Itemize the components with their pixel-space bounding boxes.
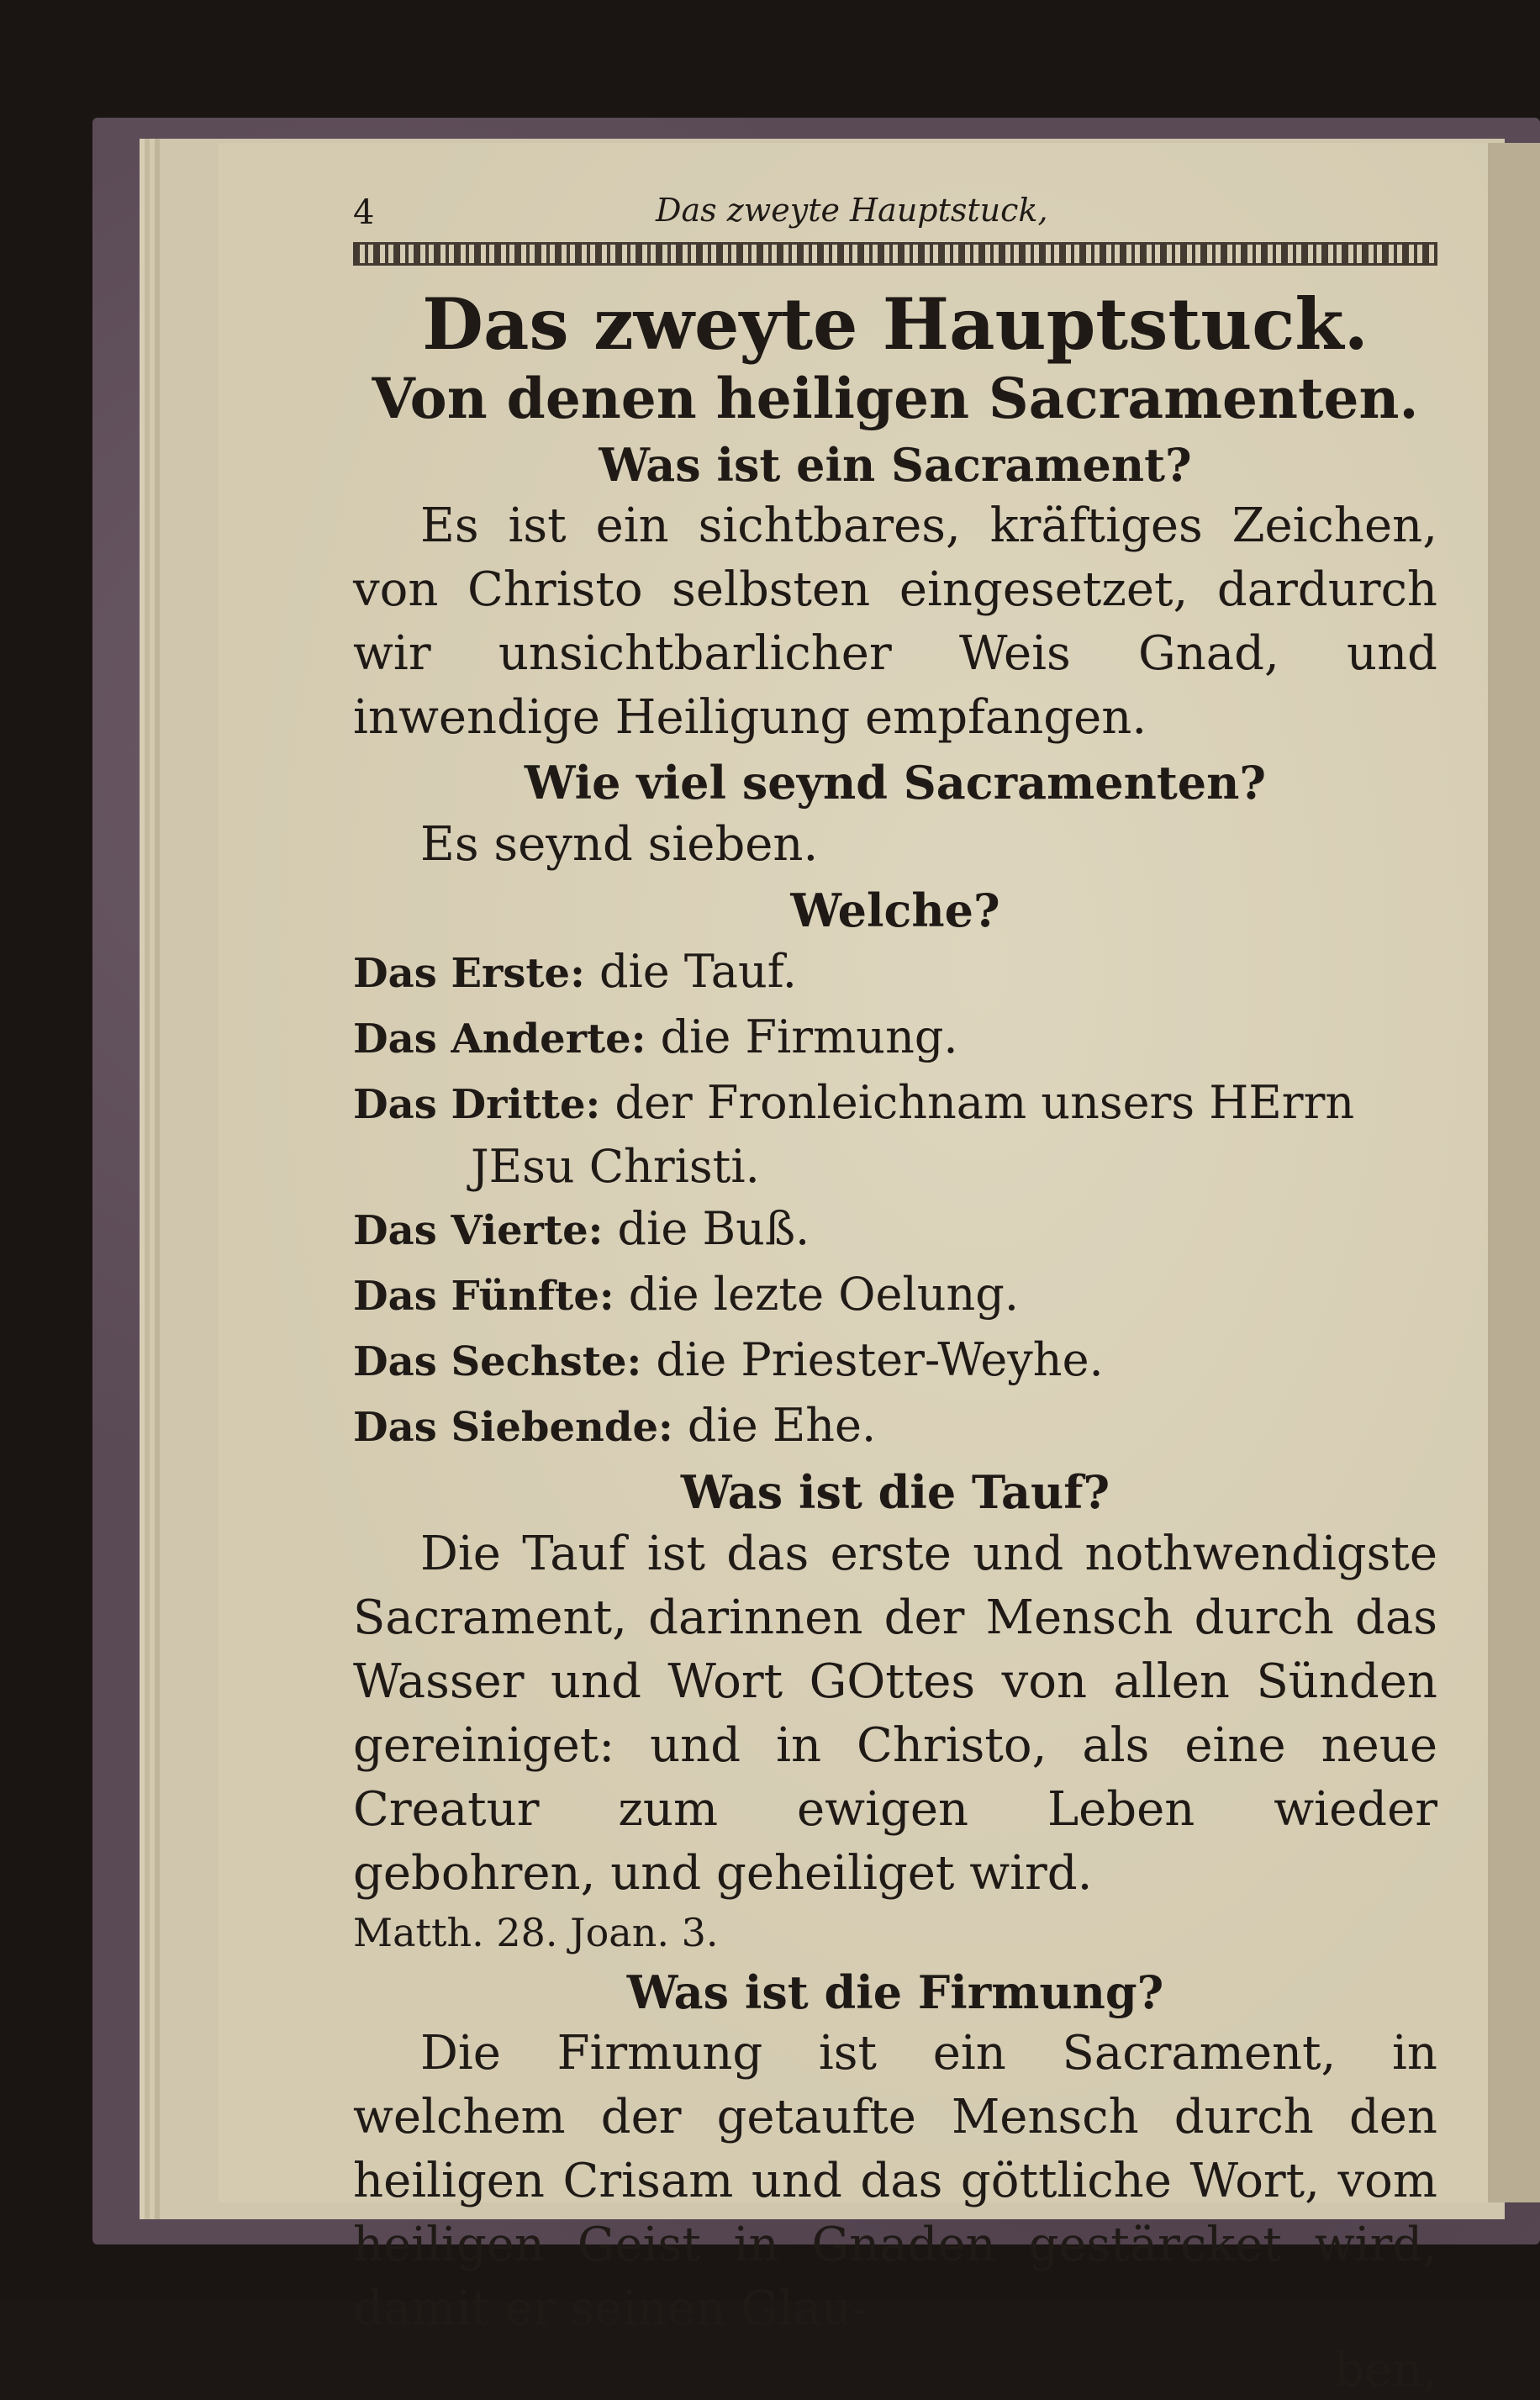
list-item-text: die lezte Oelung.	[628, 1268, 1019, 1321]
question-1: Was ist ein Sacrament?	[599, 437, 1192, 492]
list-item	[353, 1005, 1437, 1071]
answer-4: Die Tauf ist das erste und nothwendigste Sacrament, darinnen der Mensch durch das Wasser und Wort GOttes von allen Sünden gereiniget: und in Christo, als eine neue Creatur zum ewigen Leben wieder gebohren, und geheiliget wird.	[353, 1526, 1437, 1901]
list-item-label: Das Fünfte:	[353, 1273, 614, 1321]
question-2: Wie viel seynd Sacramenten?	[524, 755, 1267, 810]
scripture-reference: Matth. 28. Joan. 3.	[353, 1909, 719, 1955]
list-item-text: die Priester-Weyhe.	[656, 1333, 1104, 1387]
list-item-label: Das Erste:	[353, 950, 585, 998]
question-5: Was ist die Firmung?	[626, 1965, 1164, 2019]
running-title: Das zweyte Hauptstuck,	[656, 192, 1048, 229]
running-head	[353, 185, 1437, 235]
answer-2: Es seynd sieben.	[420, 817, 819, 873]
list-item-text: die Tauf.	[599, 945, 797, 999]
chapter-subtitle: Von denen heiligen Sacramenten.	[372, 365, 1419, 431]
list-item-text: der Fronleichnam unsers HErrn	[614, 1076, 1355, 1130]
chapter-title: Das zweyte Hauptstuck.	[422, 282, 1369, 366]
page-text	[353, 185, 1437, 2400]
list-item-label: Das Sechste:	[353, 1338, 642, 1386]
list-item-text: die Ehe.	[687, 1399, 877, 1453]
list-item	[353, 1197, 1437, 1263]
sacrament-list	[353, 940, 1437, 1459]
list-item	[353, 1328, 1437, 1394]
list-item	[353, 940, 1437, 1005]
list-item-label: Das Anderte:	[353, 1015, 646, 1063]
question-4: Was ist die Tauf?	[680, 1465, 1110, 1520]
list-item-continuation: JEsu Christi.	[471, 1140, 760, 1194]
list-item	[353, 1394, 1437, 1459]
list-item	[353, 1263, 1437, 1328]
ornamental-rule	[353, 242, 1437, 266]
list-item	[353, 1071, 1437, 1137]
list-item-text: die Buß.	[617, 1202, 810, 1256]
answer-5: Die Firmung ist ein Sacrament, in welchem der getaufte Mensch durch den heiligen Crisam und das göttliche Wort, vom heiligen Geist in Gnaden gestärcket wird, damit er seinen Glau-	[353, 2025, 1437, 2336]
answer-1: Es ist ein sichtbares, kräftiges Zeichen, von Christo selbsten eingesetzet, dardurch wir unsichtbarlicher Weis Gnad, und inwendige Heiligung empfangen.	[353, 498, 1437, 745]
facing-page-edge	[1488, 143, 1540, 2202]
list-item-label: Das Dritte:	[353, 1081, 601, 1129]
list-item-text: die Firmung.	[660, 1010, 958, 1064]
catchword: ben,	[1334, 2342, 1437, 2397]
page-number: 4	[353, 193, 375, 232]
question-3: Welche?	[790, 884, 1000, 938]
list-item-label: Das Vierte:	[353, 1207, 604, 1255]
list-item-label: Das Siebende:	[353, 1404, 673, 1452]
